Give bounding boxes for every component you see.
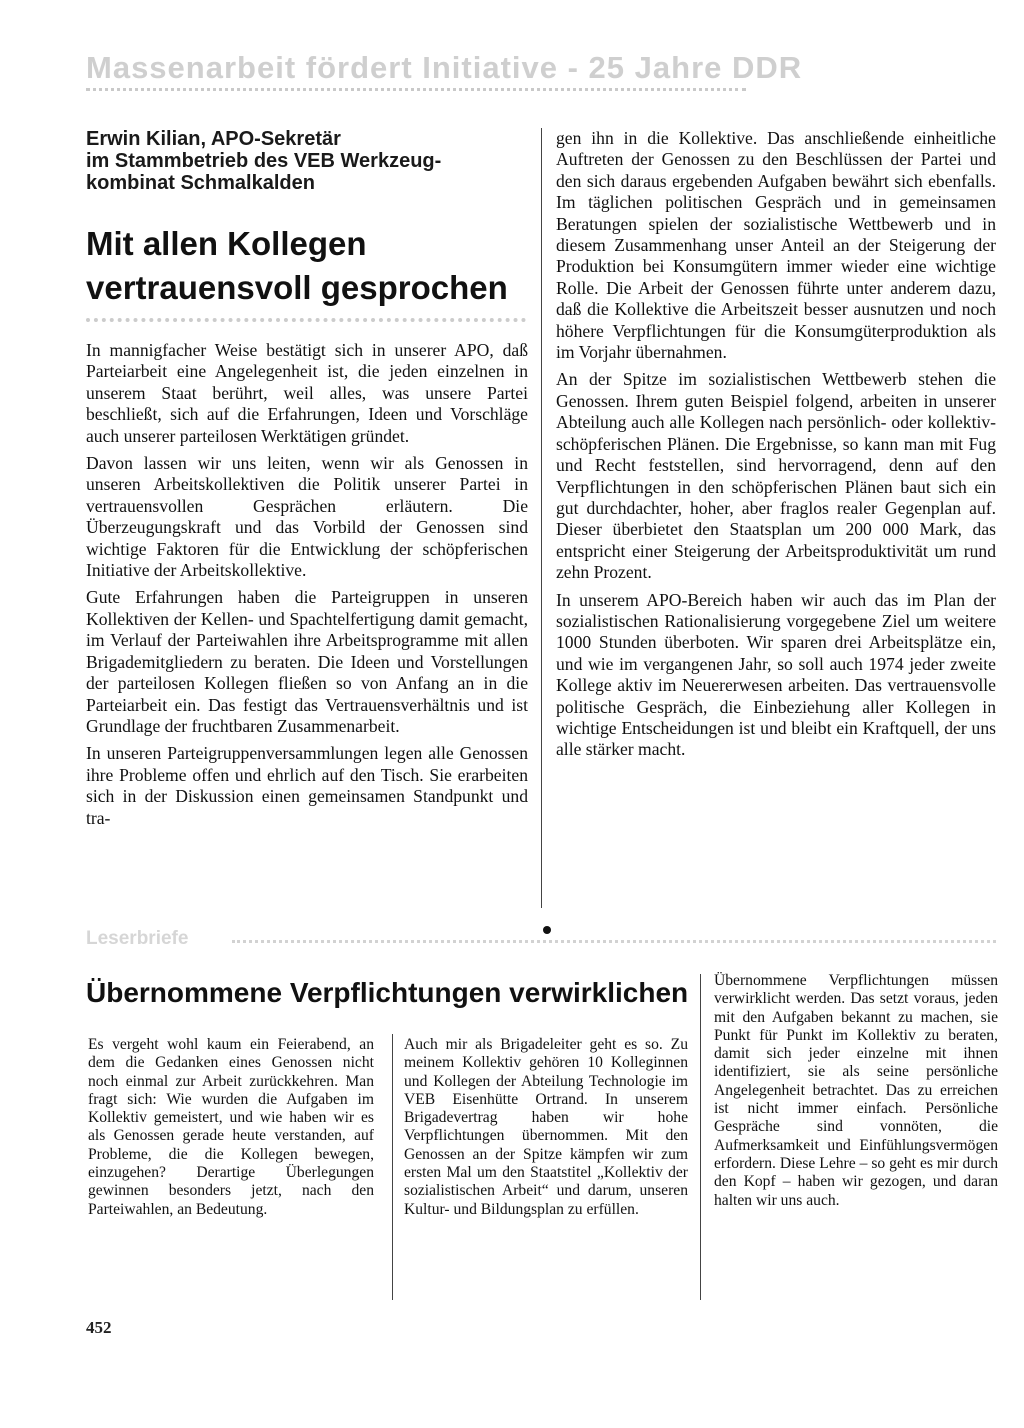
running-head: Massenarbeit fördert Initiative - 25 Jahre DDR [86,50,803,85]
article-paragraph-continued: gen ihn in die Kollektive. Das anschließende einheitliche Auftreten der Genossen zu den Beschlüssen der Partei und den sich daraus ergebenden Aufgaben bewährt sich ebenfalls. Im täglichen politischen Gespräch und in gemeinsamen Beratungen spielen der sozialistische Wettbewerb und in diesem Zusammenhang unser Anteil an der Steigerung der Produktion bei Konsumgütern immer wieder eine wichtige Rolle. Die Arbeit der Genossen führte unter anderem dazu, daß die Kollektive die Arbeitszeit besser ausnutzen und noch höhere Verpflichtungen für die Konsumgüterproduktion als im Vorjahr übernahmen. [556,128,996,363]
article-paragraph: In unseren Parteigruppenversammlungen legen alle Genossen ihre Probleme offen und ehrlich auf den Tisch. Sie erarbeiten sich in der Diskussion einen gemeinsamen Standpunkt und tra- [86,743,528,828]
headline-line: Mit allen Kollegen [86,225,367,262]
article-column-right [556,128,996,767]
letter-column-3 [714,972,998,1210]
column-divider [700,974,701,1300]
article-paragraph: Davon lassen wir uns leiten, wenn wir als Genossen in unseren Arbeitskollektiven die Politik unserer Partei in vertrauensvollen Gesprächen erläutern. Die Überzeugungskraft und das Vorbild der Genossen sind wichtige Faktoren für die Entwicklung der schöpferischen Initiative der Arbeitskollektive. [86,453,528,581]
letter-paragraph: Übernommene Verpflichtungen müssen verwirklicht werden. Das setzt voraus, jeden mit den Aufgaben bekannt zu machen, sie Punkt für Punkt im Kollektiv zu beraten, damit sich jeder einzelne mit ihnen identifiziert, sie als seine persönliche Angelegenheit betrachtet. Das zu erreichen ist nicht immer einfach. Persönliche Gespräche sind vonnöten, die Aufmerksamkeit und Einfühlungsvermögen erfordern. Diese Lehre – so geht es mir durch den Kopf – haben wir gezogen, und daran halten wir uns auch. [714,972,998,1209]
header-rule [86,88,746,91]
article-paragraph: In mannigfacher Weise bestätigt sich in unserer APO, daß Parteiarbeit eine Angelegenheit ist, die jeden einzelnen in unserem Staat berührt, weil alles, was unsere Partei beschließt, sich auf die Erfahrungen, Ideen und Vorschläge auch unserer parteilosen Werktätigen gründet. [86,340,528,446]
letter-paragraph: Auch mir als Brigadeleiter geht es so. Zu meinem Kollektiv gehören 10 Kolleginnen und Kollegen der Abteilung Technologie im VEB Eisenhütte Ortrand. In unserem Brigadevertrag haben wir hohe Verpflichtungen übernommen. Mit den Genossen an der Spitze kämpfen wir zum ersten Mal um den Staatstitel „Kollektiv der sozialistischen Arbeit“ und darum, unseren Kultur- und Bildungsplan zu erfüllen. [404,1036,688,1218]
letter-paragraph: Es vergeht wohl kaum ein Feierabend, an dem die Gedanken eines Genossen nicht noch einmal zur Arbeit zurückkehren. Man fragt sich: Wie wurden die Aufgaben im Kollektiv gemeistert, und wie haben wir es als Genossen gerade heute verstanden, auf Probleme, die die Kollegen bewegen, einzugehen? Derartige Überlegungen gewinnen besonders jetzt, nach den Parteiwahlen, an Bedeutung. [88,1036,374,1218]
article-column-left [86,340,528,835]
byline-line: Erwin Kilian, APO-Sekretär [86,128,341,150]
section-rule [232,940,996,943]
byline-line: kombinat Schmalkalden [86,172,315,194]
headline-line: vertrauensvoll gesprochen [86,269,508,306]
section-label: Leserbriefe [86,928,189,949]
article-paragraph: Gute Erfahrungen haben die Parteigruppen in unseren Kollektiven der Kellen- und Spachtelfertigung damit gemacht, im Verlauf der Parteiwahlen ihre Arbeitsprogramme mit allen Brigademitgliedern zu beraten. Die Ideen und Vorstellungen der parteilosen Kollegen fließen so von Anfang an in die Parteiarbeit ein. Das festigt das Vertrauensverhältnis und ist Grundlage der fruchtbaren Zusammenarbeit. [86,587,528,736]
letter-column-1 [88,1036,374,1219]
byline-line: im Stammbetrieb des VEB Werkzeug- [86,150,442,172]
letter-column-2 [404,1036,688,1219]
headline-rule [86,318,526,322]
section-bullet [543,926,551,934]
column-divider [541,128,542,908]
letter-headline: Übernommene Verpflichtungen verwirklichen [86,977,689,1008]
article-headline [86,222,536,310]
article-byline [86,128,526,194]
page-number: 452 [86,1318,112,1337]
article-paragraph: In unserem APO-Bereich haben wir auch das im Plan der sozialistischen Rationalisierung vorgegebene Ziel um weitere 1000 Stunden überboten. Wir sparen drei Arbeitsplätze ein, und wie im vergangenen Jahr, so soll auch 1974 jeder zweite Kollege aktiv im Neuererwesen arbeiten. Das vertrauensvolle politische Gespräch, die Einbeziehung aller Kollegen in wichtige Entscheidungen ist und bleibt ein Kraftquell, der uns alle stärker macht. [556,589,996,760]
article-paragraph: An der Spitze im sozialistischen Wettbewerb stehen die Genossen. Ihrem guten Beispiel folgend, arbeiten in unserer Abteilung auch alle Kollegen nach persönlich- oder kollektiv-schöpferischen Plänen. Die Ergebnisse, so kann man mit Fug und Recht feststellen, sind hervorragend, denn auf den Verpflichtungen in den schöpferischen Plänen baut sich ein gut durchdachter, hoher, aber fraglos realer Gegenplan auf. Dieser überbietet den Staatsplan um 200 000 Mark, das entspricht einer Steigerung der Arbeitsproduktivität um rund zehn Prozent. [556,369,996,583]
column-divider [392,1034,393,1300]
